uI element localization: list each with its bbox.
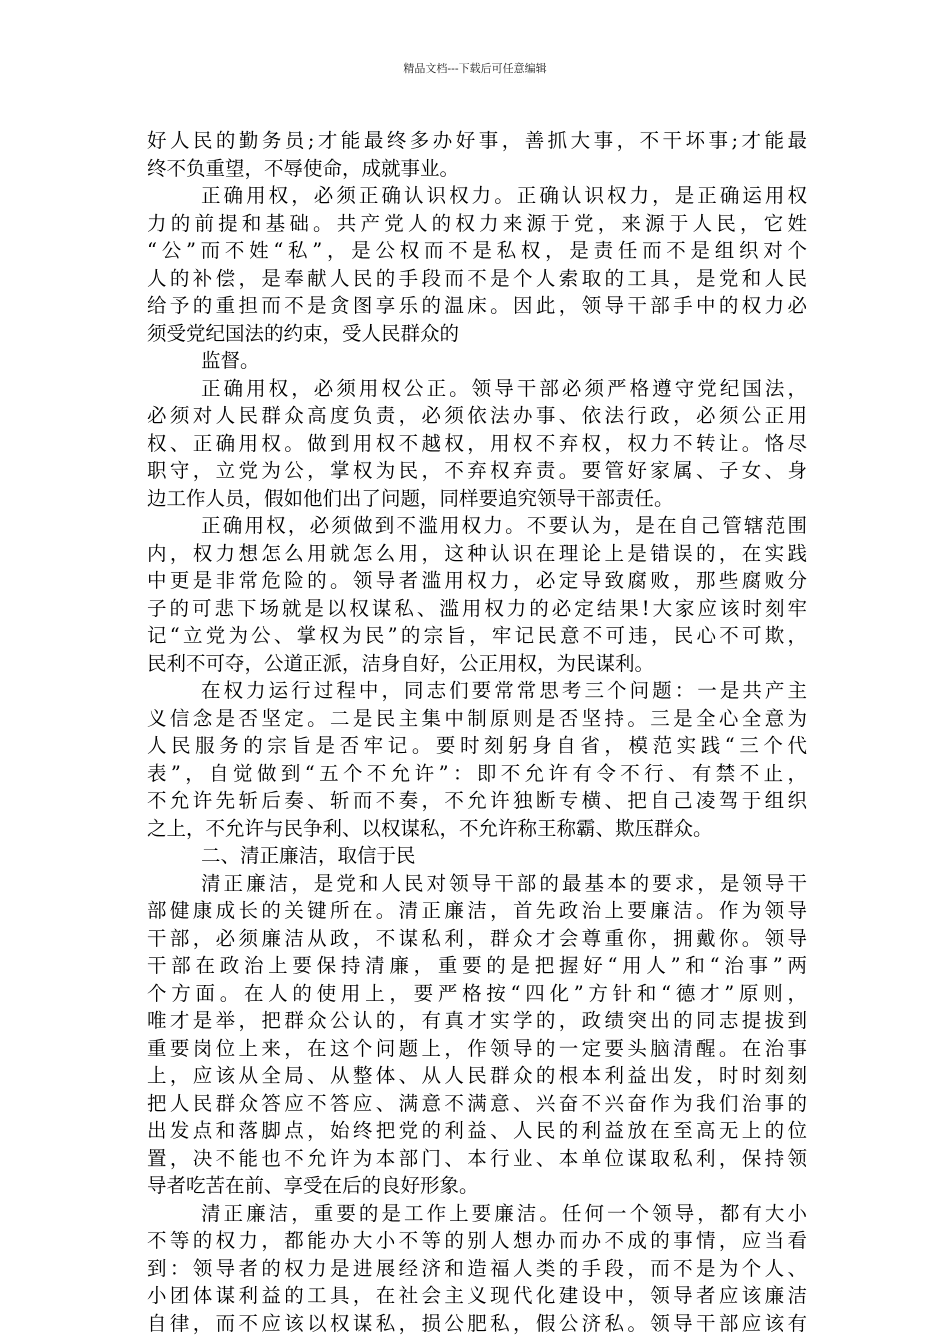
text-line: 干部，必须廉洁从政，不谋私利，群众才会尊重你，拥戴你。领导 (147, 926, 807, 950)
text-line: 自律，而不应该以权谋私，损公肥私，假公济私。领导干部应该有 (147, 1311, 807, 1335)
text-line: 给予的重担而不是贪图享乐的温床。因此，领导干部手中的权力必 (147, 294, 807, 317)
text-line: 清正廉洁，重要的是工作上要廉洁。任何一个领导，都有大小 (201, 1201, 807, 1225)
text-line: 到：领导者的权力是进展经济和造福人类的手段，而不是为个人、 (147, 1256, 807, 1280)
text-line: 不等的权力，都能办大小不等的别人想办而办不成的事情，应当看 (147, 1229, 807, 1252)
document-body (147, 127, 807, 1337)
text-line: 个方面。在人的使用上，要严格按“四化”方针和“德才”原则， (147, 981, 807, 1005)
text-line: 力的前提和基础。共产党人的权力来源于党，来源于人民，它姓 (147, 211, 807, 235)
text-line: 民利不可夺，公道正派，洁身自好，公正用权，为民谋利。 (147, 651, 655, 675)
text-line: 干部在政治上要保持清廉，重要的是把握好“用人”和“治事”两 (147, 954, 807, 977)
text-line: 重要岗位上来，在这个问题上，作领导的一定要头脑清醒。在治事 (147, 1036, 807, 1060)
text-line: 出发点和落脚点，始终把党的利益、人民的利益放在至高无上的位 (147, 1119, 807, 1142)
text-line: “公”而不姓“私”，是公权而不是私权，是责任而不是组织对个 (147, 239, 807, 262)
text-line: 上，应该从全局、从整体、从人民群众的根本利益出发，时时刻刻 (147, 1064, 807, 1087)
page-header: 精品文档---下载后可任意编辑 (403, 62, 547, 75)
text-line: 唯才是举，把群众公认的，有真才实学的，政绩突出的同志提拔到 (147, 1009, 807, 1032)
text-line: 必须对人民群众高度负责，必须依法办事、依法行政，必须公正用 (147, 404, 807, 427)
text-line: 清正廉洁，是党和人民对领导干部的最基本的要求，是领导干 (201, 871, 807, 895)
text-line: 不允许先斩后奏、斩而不奏，不允许独断专横、把自己凌驾于组织 (147, 789, 807, 812)
text-line: 人民服务的宗旨是否牢记。要时刻躬身自省，模范实践“三个代 (147, 734, 807, 757)
text-line: 义信念是否坚定。二是民主集中制原则是否坚持。三是全心全意为 (147, 706, 807, 730)
text-line: 正确用权，必须用权公正。领导干部必须严格遵守党纪国法， (201, 376, 807, 400)
text-line: 之上，不允许与民争利、以权谋私，不允许称王称霸、欺压群众。 (147, 816, 713, 840)
text-line: 在权力运行过程中，同志们要常常思考三个问题：一是共产主 (201, 679, 807, 702)
text-line: 须受党纪国法的约束，受人民群众的 (147, 321, 460, 345)
text-line: 内，权力想怎么用就怎么用，这种认识在理论上是错误的，在实践 (147, 541, 807, 565)
text-line: 置，决不能也不允许为本部门、本行业、本单位谋取私利，保持领 (147, 1146, 807, 1170)
text-line: 把人民群众答应不答应、满意不满意、兴奋不兴奋作为我们治事的 (147, 1091, 807, 1115)
text-line: 好人民的勤务员;才能最终多办好事，善抓大事，不干坏事;才能最 (147, 129, 807, 152)
text-line: 边工作人员，假如他们出了问题，同样要追究领导干部责任。 (147, 486, 674, 510)
text-line: 子的可悲下场就是以权谋私、滥用权力的必定结果!大家应该时刻牢 (147, 596, 807, 620)
text-line: 小团体谋利益的工具，在社会主义现代化建设中，领导者应该廉洁 (147, 1284, 807, 1307)
text-line: 权、正确用权。做到用权不越权，用权不弃权，权力不转让。恪尽 (147, 431, 807, 455)
text-line: 记“立党为公、掌权为民”的宗旨，牢记民意不可违，民心不可欺， (147, 624, 807, 647)
text-line: 监督。 (201, 349, 260, 372)
text-line: 人的补偿，是奉献人民的手段而不是个人索取的工具，是党和人民 (147, 266, 807, 290)
text-line: 正确用权，必须正确认识权力。正确认识权力，是正确运用权 (201, 184, 807, 207)
text-line: 职守，立党为公，掌权为民，不弃权弃责。要管好家属、子女、身 (147, 459, 807, 482)
text-line: 二、清正廉洁，取信于民 (201, 844, 416, 867)
text-line: 中更是非常危险的。领导者滥用权力，必定导致腐败，那些腐败分 (147, 569, 807, 592)
text-line: 终不负重望，不辱使命，成就事业。 (147, 156, 460, 180)
text-line: 部健康成长的关键所在。清正廉洁，首先政治上要廉洁。作为领导 (147, 899, 807, 922)
text-line: 导者吃苦在前、享受在后的良好形象。 (147, 1174, 479, 1197)
text-line: 正确用权，必须做到不滥用权力。不要认为，是在自己管辖范围 (201, 514, 807, 537)
text-line: 表”，自觉做到“五个不允许”：即不允许有令不行、有禁不止， (147, 761, 807, 785)
